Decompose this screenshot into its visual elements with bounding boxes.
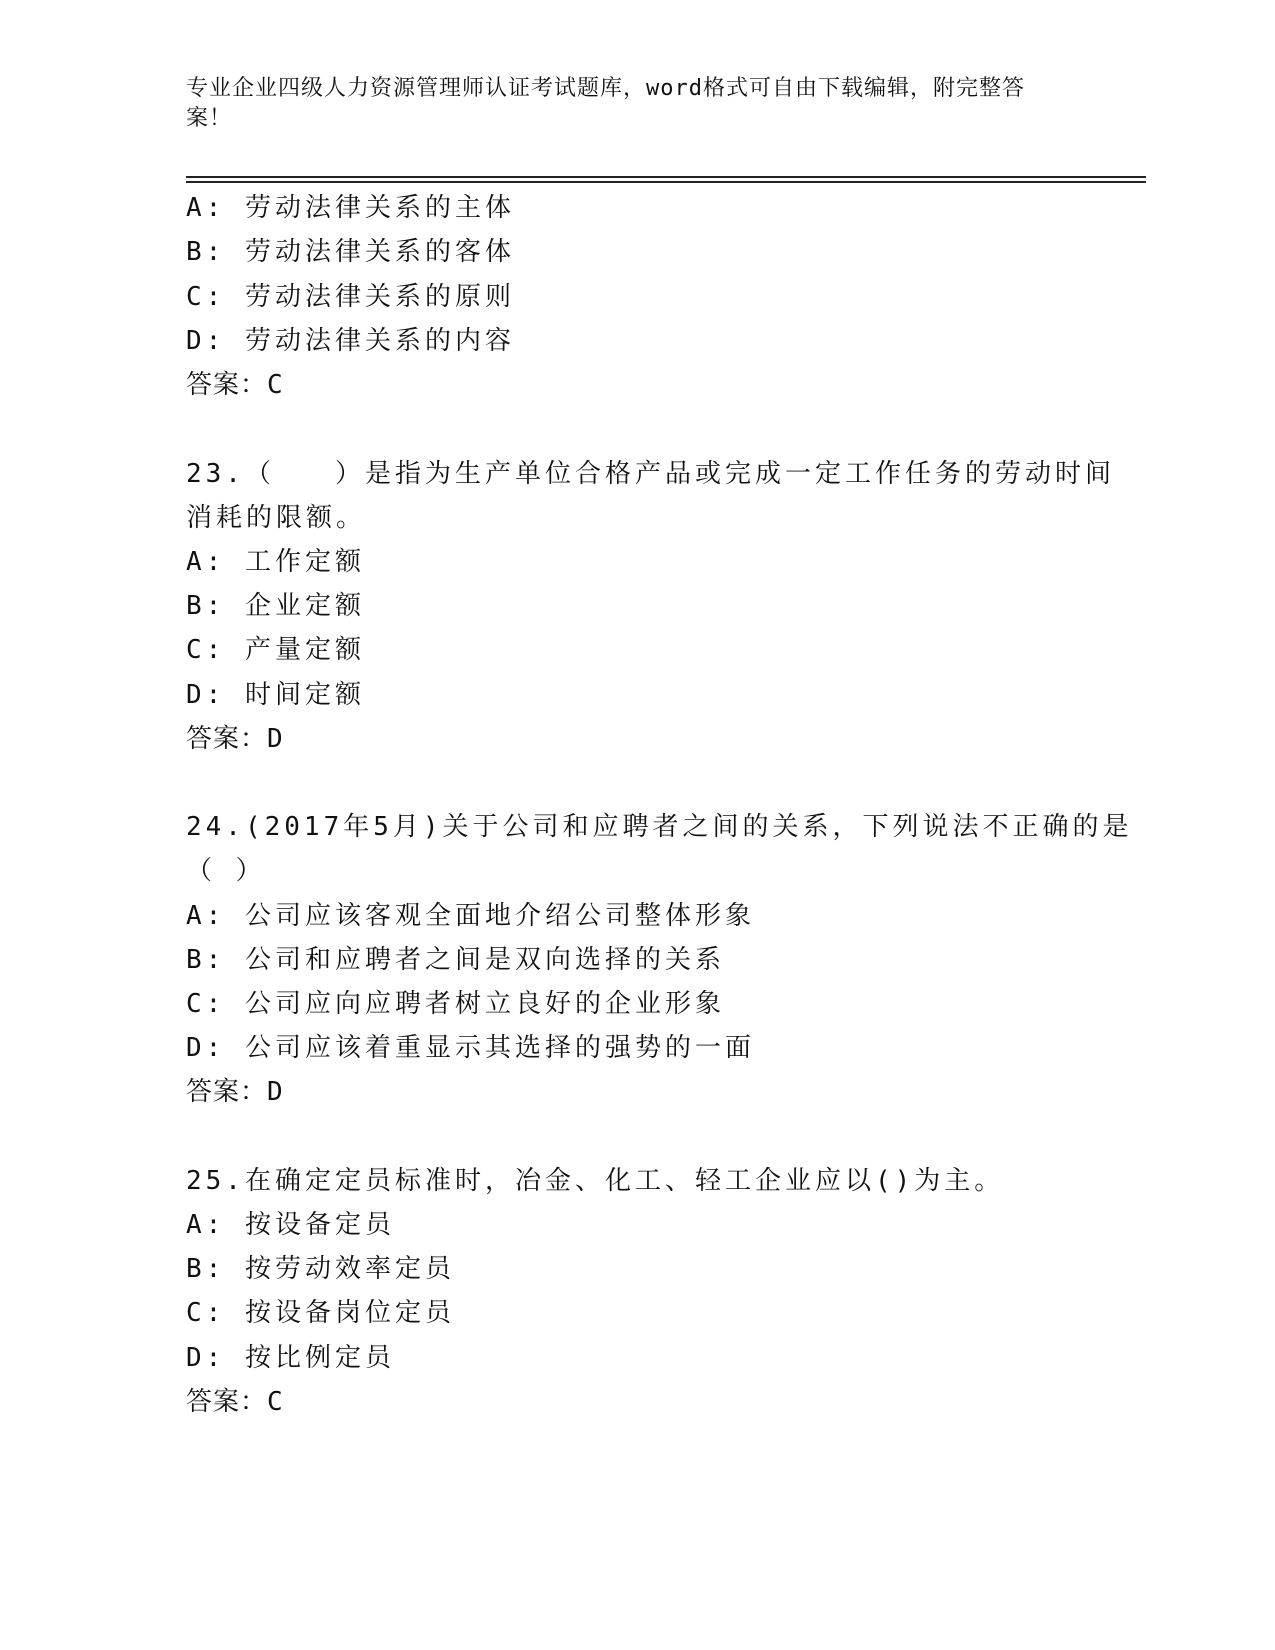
q23-option-d: D: 时间定额 bbox=[186, 680, 365, 710]
q25-option-b: B: 按劳动效率定员 bbox=[186, 1254, 455, 1284]
q24-option-c: C: 公司应向应聘者树立良好的企业形象 bbox=[186, 989, 725, 1019]
q22-answer: 答案：C bbox=[186, 370, 284, 400]
q22-option-b: B: 劳动法律关系的客体 bbox=[186, 237, 515, 267]
q22-option-a: A: 劳动法律关系的主体 bbox=[186, 193, 515, 223]
q24-option-a: A: 公司应该客观全面地介绍公司整体形象 bbox=[186, 901, 755, 931]
q25-answer: 答案：C bbox=[186, 1387, 284, 1417]
q25-option-a: A: 按设备定员 bbox=[186, 1210, 395, 1240]
q23-option-b: B: 企业定额 bbox=[186, 591, 365, 621]
q25-option-c: C: 按设备岗位定员 bbox=[186, 1298, 455, 1328]
q23-option-a: A: 工作定额 bbox=[186, 547, 365, 577]
q22-option-c: C: 劳动法律关系的原则 bbox=[186, 282, 515, 312]
q25-stem-line1: 25.在确定定员标准时，冶金、化工、轻工企业应以()为主。 bbox=[186, 1166, 1005, 1196]
q23-answer: 答案：D bbox=[186, 724, 284, 754]
q24-stem-line1: 24.(2017年5月)关于公司和应聘者之间的关系，下列说法不正确的是 bbox=[186, 812, 1133, 842]
header-rule-bottom bbox=[186, 181, 1146, 183]
q25-option-d: D: 按比例定员 bbox=[186, 1343, 395, 1373]
q24-answer: 答案：D bbox=[186, 1077, 284, 1107]
q23-stem-line1: 23.（ ）是指为生产单位合格产品或完成一定工作任务的劳动时间 bbox=[186, 459, 1115, 489]
q23-stem-line2: 消耗的限额。 bbox=[186, 503, 367, 533]
q24-stem-line2: （ ） bbox=[186, 856, 266, 886]
q23-option-c: C: 产量定额 bbox=[186, 635, 365, 665]
header-rule-top bbox=[186, 176, 1146, 178]
q22-option-d: D: 劳动法律关系的内容 bbox=[186, 326, 515, 356]
q24-option-d: D: 公司应该着重显示其选择的强势的一面 bbox=[186, 1033, 755, 1063]
document-intro: 专业企业四级人力资源管理师认证考试题库，word格式可自由下载编辑，附完整答案！ bbox=[186, 76, 1025, 131]
q24-option-b: B: 公司和应聘者之间是双向选择的关系 bbox=[186, 945, 725, 975]
